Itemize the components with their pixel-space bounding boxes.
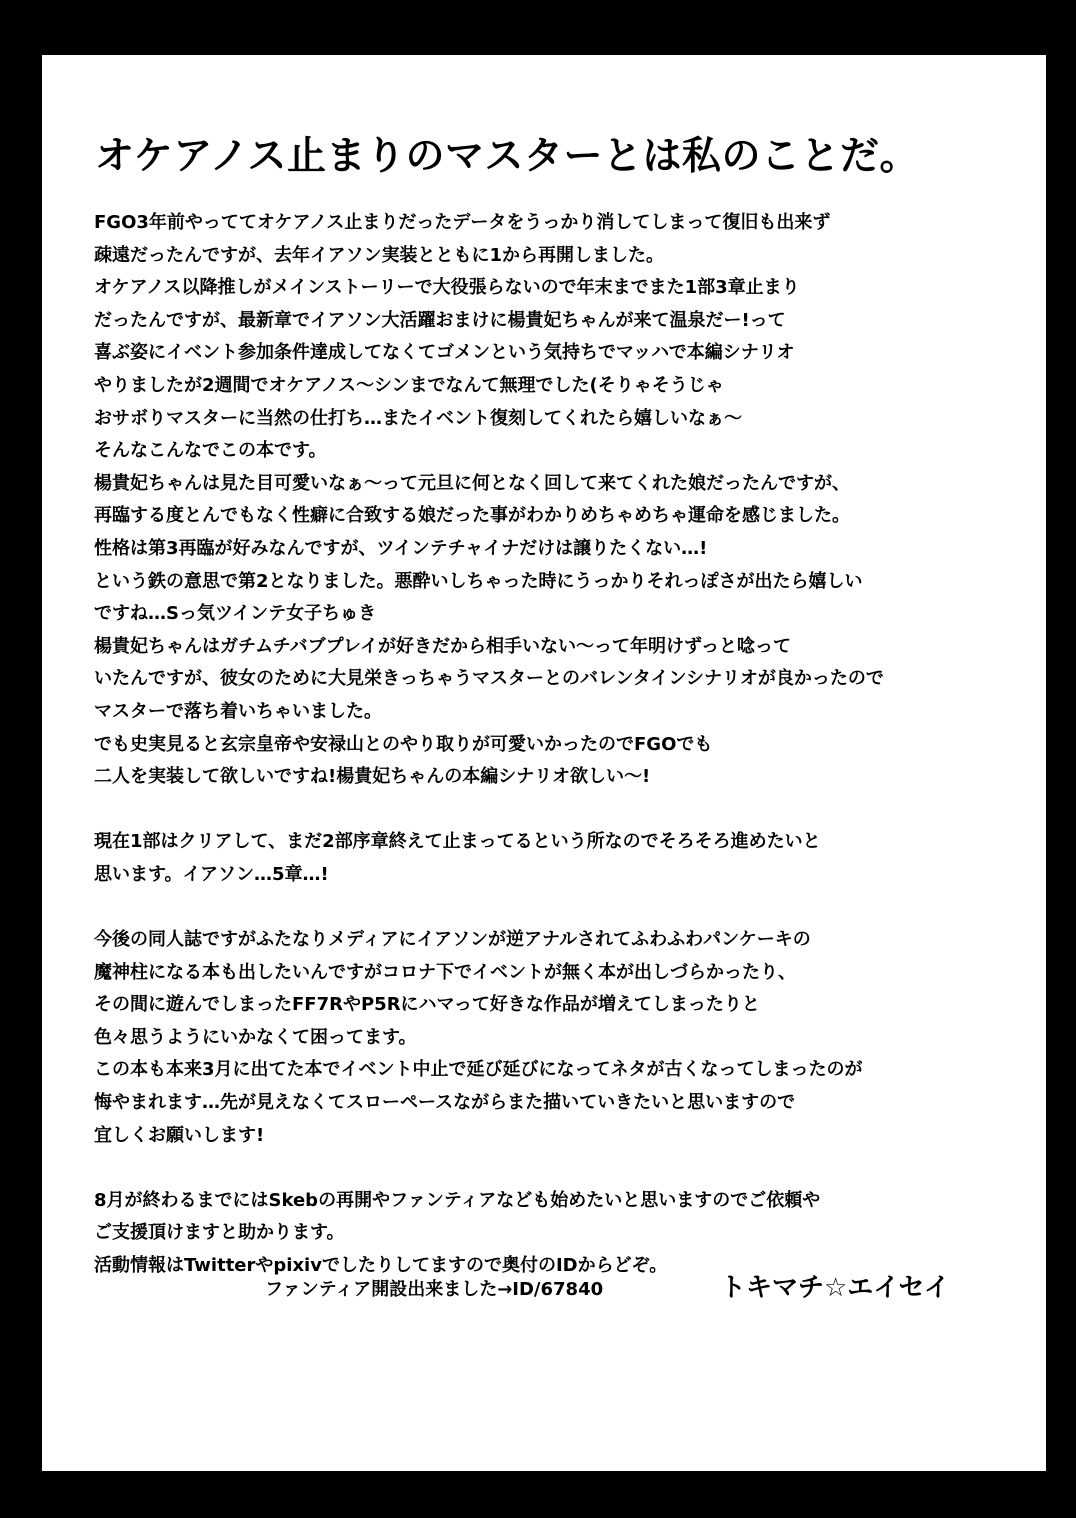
text-line: この本も本来3月に出てた本でイベント中止で延び延びになってネタが古くなってしまったのが (94, 1059, 863, 1081)
text-line: 楊貴妃ちゃんは見た目可愛いなぁ～って元旦に何となく回して来てくれた娘だったんですが、 (94, 472, 850, 494)
text-line: ご支援頂けますと助かります。 (94, 1222, 345, 1244)
text-line: でも史実見ると玄宗皇帝や安禄山とのやり取りが可愛いかったのでFGOでも (94, 733, 713, 755)
text-line: 宜しくお願いします! (94, 1124, 265, 1146)
text-line: 8月が終わるまでにはSkebの再開やファンティアなども始めたいと思いますのでご依頼や (94, 1189, 821, 1211)
text-line: 性格は第3再臨が好みなんですが、ツインテチャイナだけは譲りたくない…! (94, 537, 708, 559)
text-line: 楊貴妃ちゃんはガチムチバブプレイが好きだから相手いない～って年明けずっと唸って (94, 635, 791, 657)
text-line: 喜ぶ姿にイベント参加条件達成してなくてゴメンという気持ちでマッハで本編シナリオ (94, 342, 795, 364)
afterword-body (94, 207, 994, 1283)
text-line: その間に遊んでしまったFF7RやP5Rにハマって好きな作品が増えてしまったりと (94, 994, 760, 1016)
afterword-page (42, 55, 1046, 1471)
fantia-note: ファンティア開設出来ました→ID/67840 (265, 1279, 604, 1300)
text-line: 再臨する度とんでもなく性癖に合致する娘だった事がわかりめちゃめちゃ運命を感じました。 (94, 505, 850, 527)
text-line: いたんですが、彼女のために大見栄きっちゃうマスターとのバレンタインシナリオが良かったので (94, 668, 884, 690)
text-line: ですね…Sっ気ツインテ女子ちゅき (94, 603, 377, 625)
text-line: 思います。イアソン…5章…! (94, 863, 329, 885)
blank-line (94, 794, 994, 827)
blank-line (94, 1152, 994, 1185)
text-line: やりましたが2週間でオケアノス～シンまでなんて無理でした(そりゃそうじゃ (94, 374, 724, 396)
text-line: 活動情報はTwitterやpixivでしたりしてますので奥付のIDからどぞ。 (94, 1255, 668, 1276)
text-line: 魔神柱になる本も出したいんですがコロナ下でイベントが無く本が出しづらかったり、 (94, 961, 796, 983)
text-line: 今後の同人誌ですがふたなりメディアにイアソンが逆アナルされてふわふわパンケーキの (94, 929, 811, 951)
text-line: そんなこんなでこの本です。 (94, 440, 327, 462)
page-title: オケアノス止まりのマスターとは私のことだ。 (95, 134, 920, 179)
text-line: 現在1部はクリアして、まだ2部序章終えて止まってるという所なのでそろそろ進めたいと (94, 831, 821, 853)
text-line: だったんですが、最新章でイアソン大活躍おまけに楊貴妃ちゃんが来て温泉だー!って (94, 309, 786, 331)
blank-line (94, 891, 994, 924)
text-line: 二人を実装して欲しいですね!楊貴妃ちゃんの本編シナリオ欲しい～! (94, 766, 651, 788)
text-line: 疎遠だったんですが、去年イアソン実装とともに1から再開しました。 (94, 244, 664, 266)
text-line: オケアノス以降推しがメインストーリーで大役張らないので年末までまた1部3章止まり (94, 277, 800, 299)
text-line: 悔やまれます…先が見えなくてスローペースながらまた描いていきたいと思いますので (94, 1092, 796, 1114)
author-signature: トキマチ☆エイセイ (720, 1273, 950, 1303)
text-line: おサボりマスターに当然の仕打ち…またイベント復刻してくれたら嬉しいなぁ～ (94, 407, 742, 429)
text-line: という鉄の意思で第2となりました。悪酔いしちゃった時にうっかりそれっぽさが出たら嬉しい (94, 570, 863, 592)
text-line: マスターで落ち着いちゃいました。 (94, 700, 382, 722)
text-line: 色々思うようにいかなくて困ってます。 (94, 1026, 417, 1048)
text-line: FGO3年前やっててオケアノス止まりだったデータをうっかり消してしまって復旧も出来ず (94, 212, 831, 233)
